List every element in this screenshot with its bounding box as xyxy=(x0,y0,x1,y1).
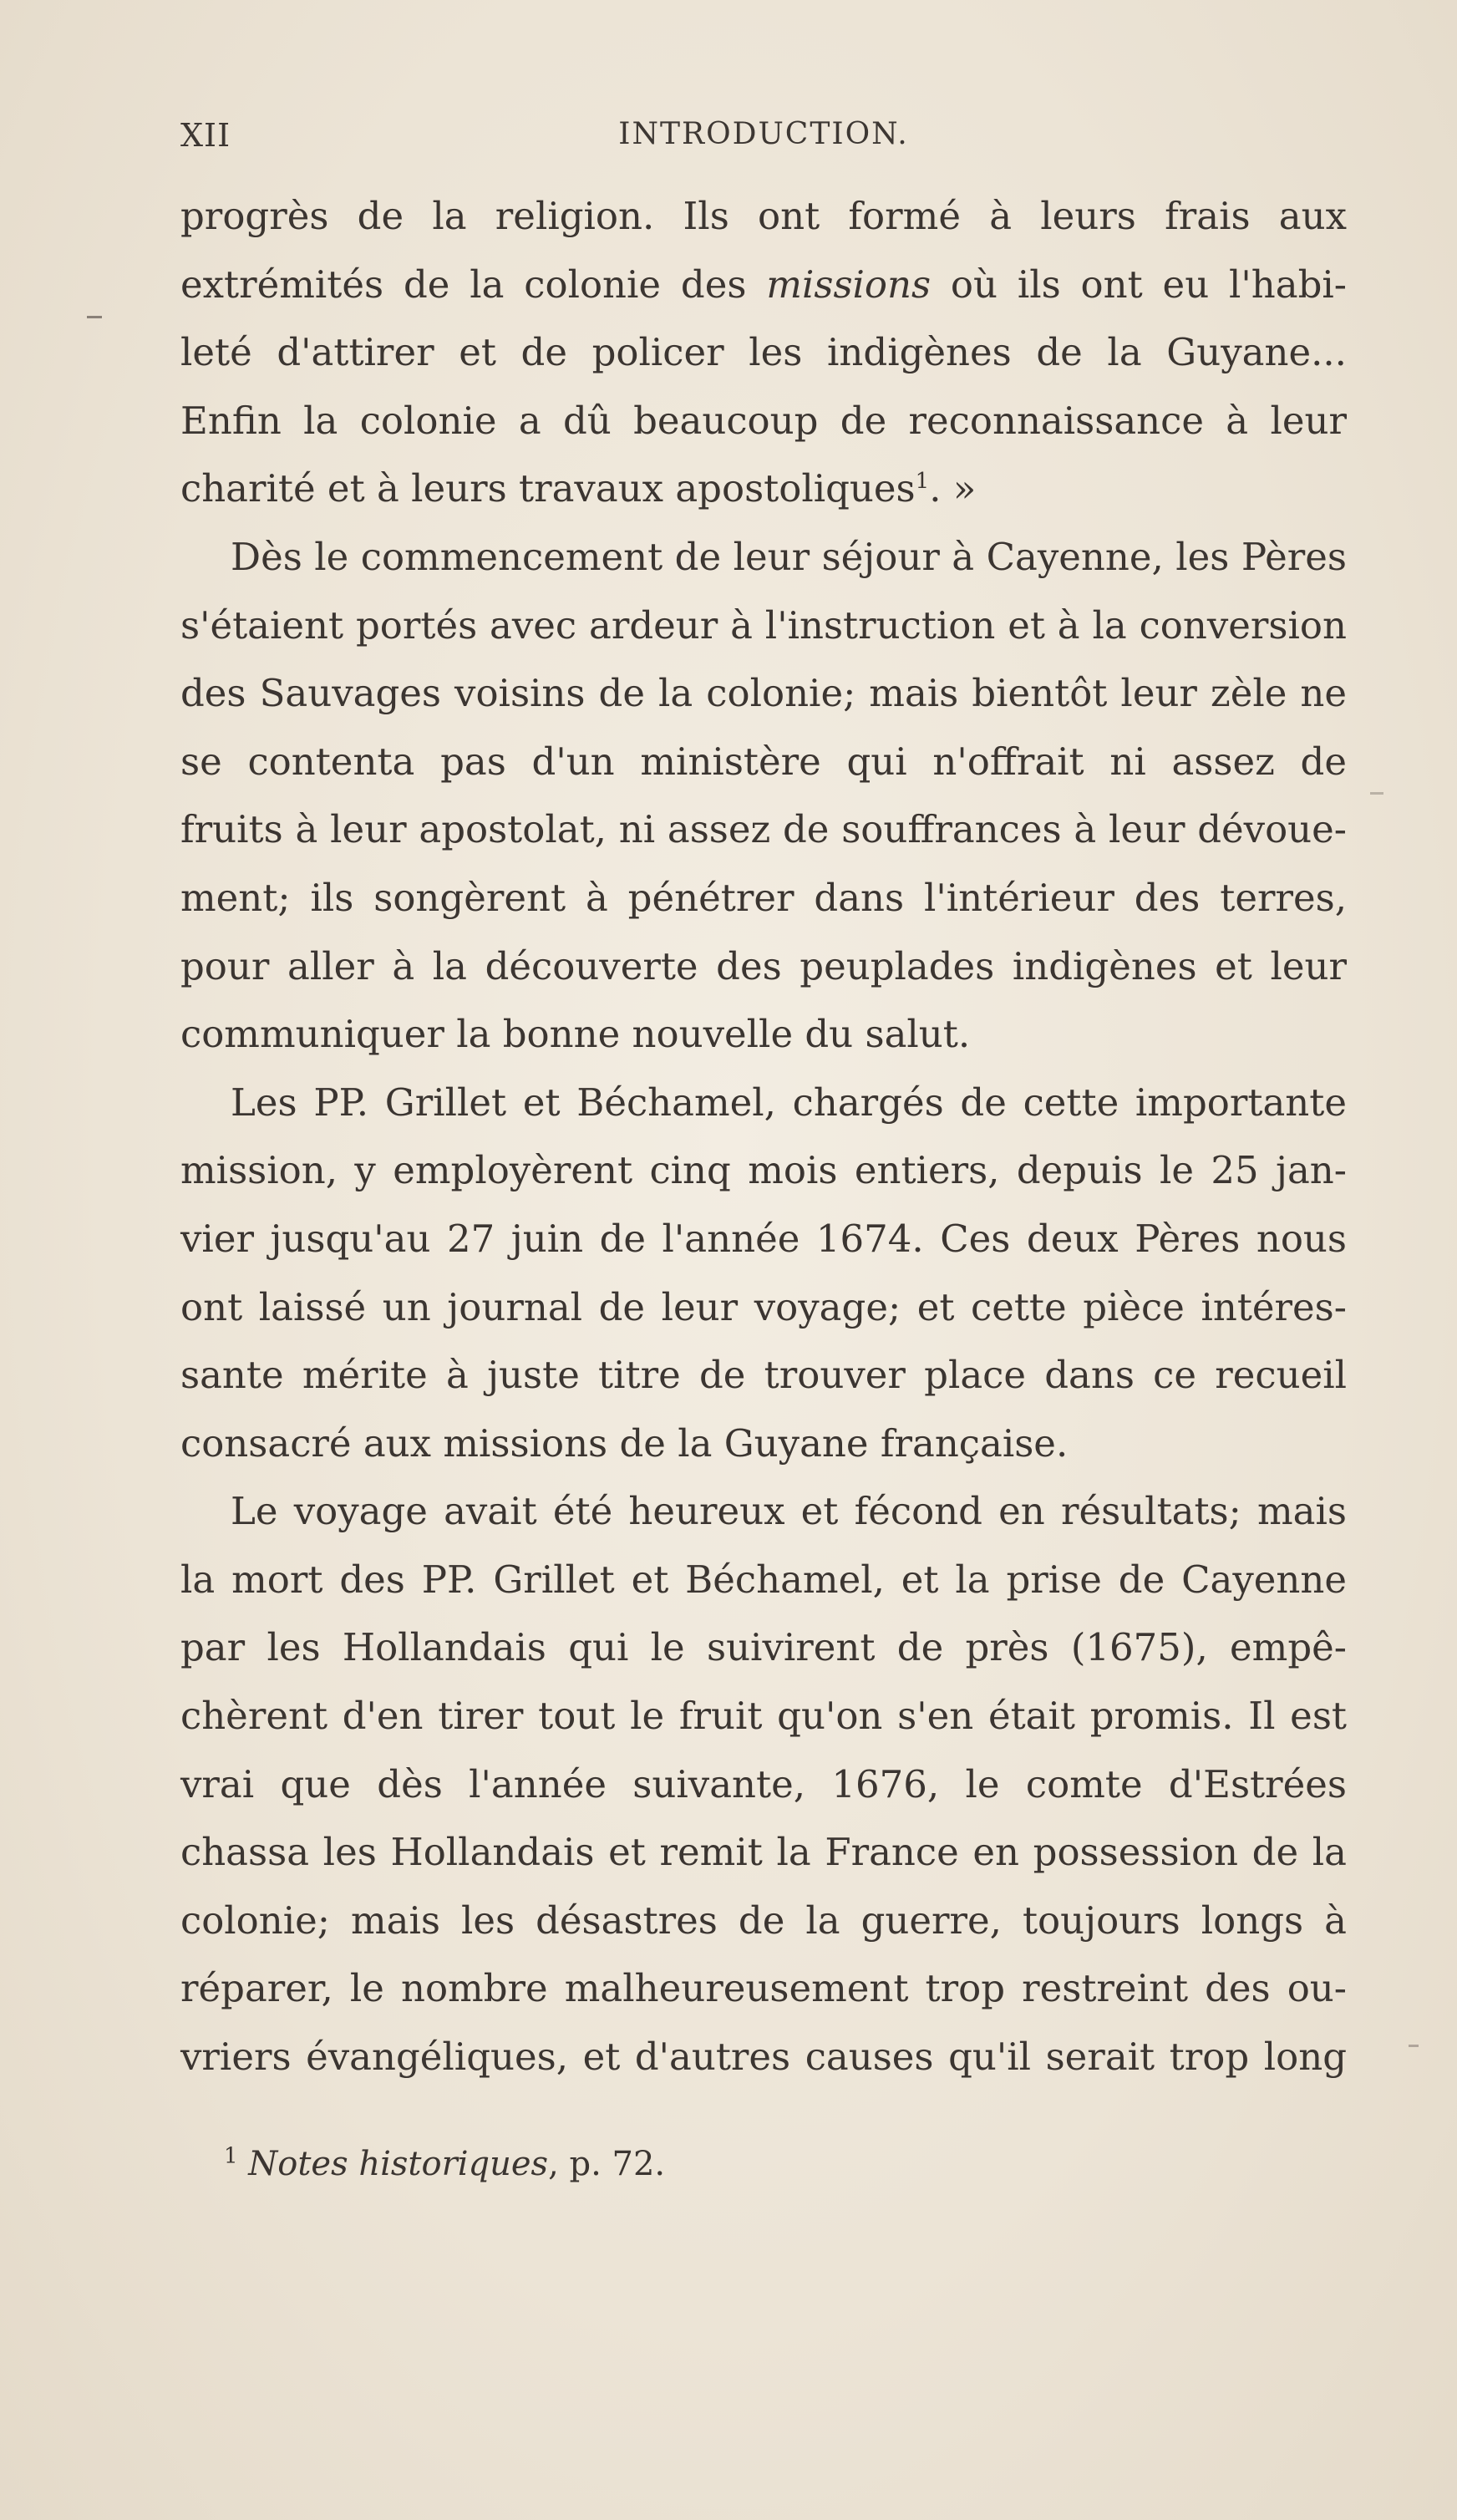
text-line: la mort des PP. Grillet et Béchamel, et la prise de Cayenne xyxy=(180,1557,1347,1602)
text-line: chassa les Hollandais et remit la France en possession de la xyxy=(180,1830,1347,1875)
text-line: sante mérite à juste titre de trouver place dans ce recueil xyxy=(180,1353,1347,1398)
running-title: INTRODUCTION. xyxy=(618,117,909,151)
text-line: fruits à leur apostolat, ni assez de souffrances à leur dévoue- xyxy=(180,807,1347,852)
margin-mark xyxy=(1370,792,1383,795)
text-line: se contenta pas d'un ministère qui n'offrait ni assez de xyxy=(180,739,1347,784)
text-line: Enfin la colonie a dû beaucoup de reconnaissance à leur xyxy=(180,398,1347,443)
text-line: réparer, le nombre malheureusement trop restreint des ou- xyxy=(180,1966,1347,2011)
paragraph-start-line: Les PP. Grillet et Béchamel, chargés de cette importante xyxy=(231,1080,1347,1125)
text-line: par les Hollandais qui le suivirent de près (1675), empê- xyxy=(180,1625,1347,1670)
text-line: progrès de la religion. Ils ont formé à leurs frais aux xyxy=(180,194,1347,238)
text-line: s'étaient portés avec ardeur à l'instruction et à la conversion xyxy=(180,602,1347,648)
text-line: communiquer la bonne nouvelle du salut. xyxy=(180,1012,971,1057)
footnote-page-ref: , p. 72. xyxy=(548,2145,666,2183)
page-number: XII xyxy=(180,117,231,154)
text-line: vriers évangéliques, et d'autres causes qu'il serait trop long xyxy=(180,2035,1347,2080)
footnote-marker: 1 xyxy=(224,2143,238,2169)
text-line: chèrent d'en tirer tout le fruit qu'on s'en était promis. Il est xyxy=(180,1694,1347,1739)
text-line: colonie; mais les désastres de la guerre, toujours longs à xyxy=(180,1898,1347,1943)
paragraph-start-line: Dès le commencement de leur séjour à Cayenne, les Pères xyxy=(231,534,1347,579)
paragraph-start-line: Le voyage avait été heureux et fécond en résultats; mais xyxy=(231,1489,1347,1534)
text-line: vier jusqu'au 27 juin de l'année 1674. Ces deux Pères nous xyxy=(180,1216,1347,1261)
text-line: pour aller à la découverte des peuplades indigènes et leur xyxy=(180,943,1347,988)
footnote xyxy=(224,2139,665,2189)
text-line: vrai que dès l'année suivante, 1676, le comte d'Estrées xyxy=(180,1761,1347,1806)
body-text xyxy=(180,182,1347,2091)
text-line: charité et à leurs travaux apostoliques$^1$. » xyxy=(180,466,977,511)
text-line: ment; ils songèrent à pénétrer dans l'intérieur des terres, xyxy=(180,875,1347,920)
footnote-source: Notes historiques xyxy=(248,2145,549,2183)
text-line: extrémités de la colonie des missions où ils ont eu l'habi- xyxy=(180,262,1347,307)
text-line: mission, y employèrent cinq mois entiers, depuis le 25 jan- xyxy=(180,1148,1347,1193)
text-line: leté d'attirer et de policer les indigènes de la Guyane... xyxy=(180,330,1347,375)
text-line: ont laissé un journal de leur voyage; et cette pièce intéres- xyxy=(180,1284,1347,1329)
emphasized-word: missions xyxy=(766,262,932,307)
text-line: consacré aux missions de la Guyane française. xyxy=(180,1420,1069,1466)
running-head xyxy=(180,117,1347,167)
footnote-reference: 1 xyxy=(915,469,930,495)
margin-mark xyxy=(1409,2045,1419,2047)
text-line: des Sauvages voisins de la colonie; mais bientôt leur zèle ne xyxy=(180,671,1347,716)
margin-mark xyxy=(87,316,102,318)
